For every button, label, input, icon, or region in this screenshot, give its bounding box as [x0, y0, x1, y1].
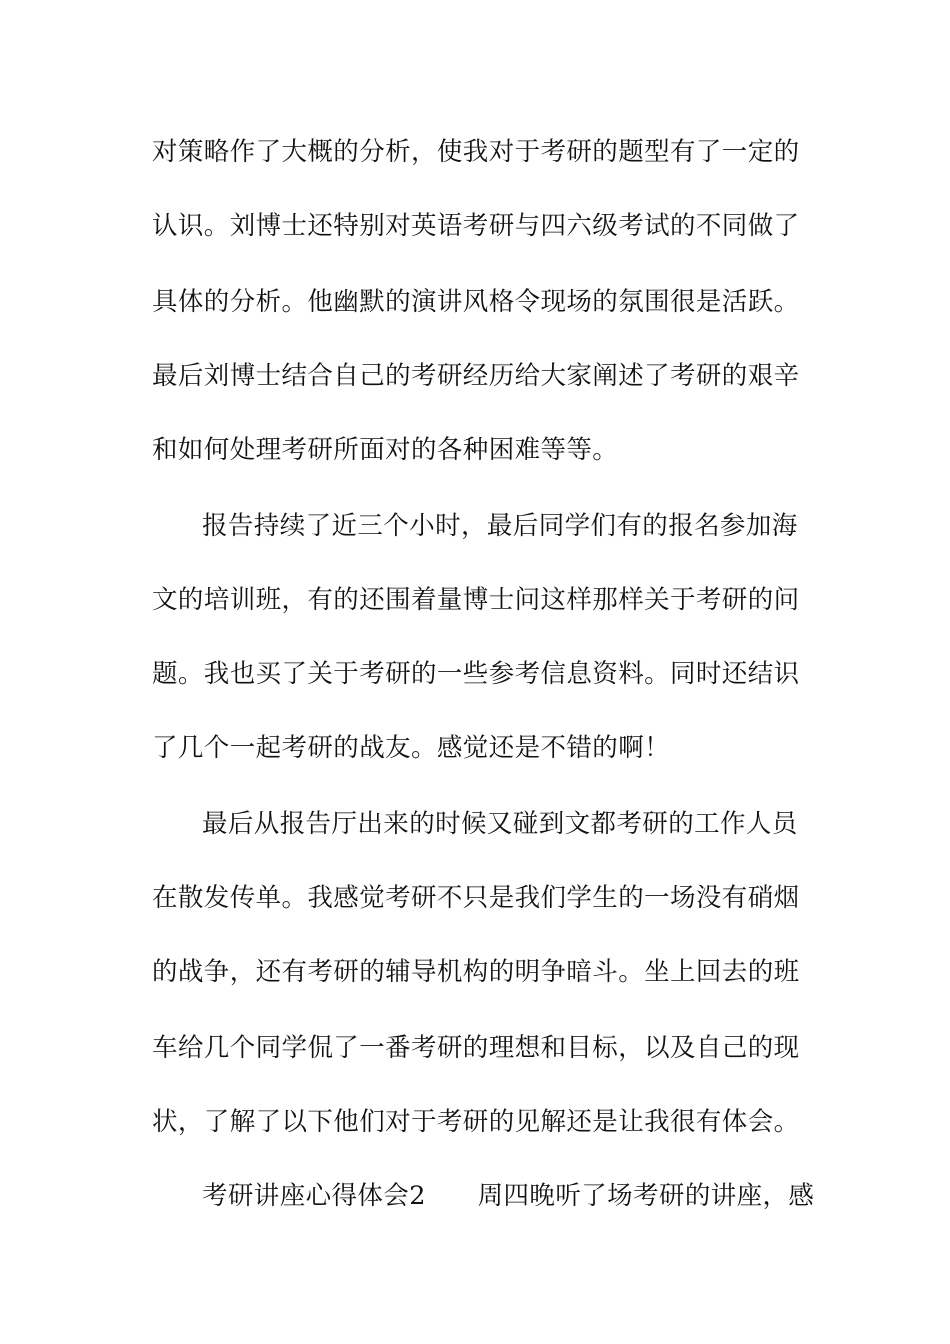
body-text-line: 状，了解了以下他们对于考研的见解还是让我很有体会。 [152, 1107, 800, 1137]
body-text-line: 和如何处理考研所面对的各种困难等等。 [152, 435, 619, 465]
body-text-line: 文的培训班，有的还围着量博士问这样那样关于考研的问 [152, 585, 800, 615]
body-text-line: 对策略作了大概的分析，使我对于考研的题型有了一定的 [152, 137, 800, 167]
body-text-line: 具体的分析。他幽默的演讲风格令现场的氛围很是活跃。 [152, 287, 800, 317]
body-text-line: 在散发传单。我感觉考研不只是我们学生的一场没有硝烟 [152, 883, 800, 913]
body-text-line: 认识。刘博士还特别对英语考研与四六级考试的不同做了 [152, 211, 800, 241]
body-text-line: 最后从报告厅出来的时候又碰到文都考研的工作人员 [202, 809, 798, 839]
body-text-line: 的战争，还有考研的辅导机构的明争暗斗。坐上回去的班 [152, 957, 800, 987]
body-text-line: 了几个一起考研的战友。感觉还是不错的啊！ [152, 733, 671, 763]
body-text-line: 车给几个同学侃了一番考研的理想和目标，以及自己的现 [152, 1033, 800, 1063]
body-text-line: 考研讲座心得体会2 周四晚听了场考研的讲座，感 [202, 1181, 815, 1211]
body-text-line: 报告持续了近三个小时，最后同学们有的报名参加海 [202, 511, 798, 541]
body-text-line: 最后刘博士结合自己的考研经历给大家阐述了考研的艰辛 [152, 361, 800, 391]
body-text-line: 题。我也买了关于考研的一些参考信息资料。同时还结识 [152, 659, 800, 689]
